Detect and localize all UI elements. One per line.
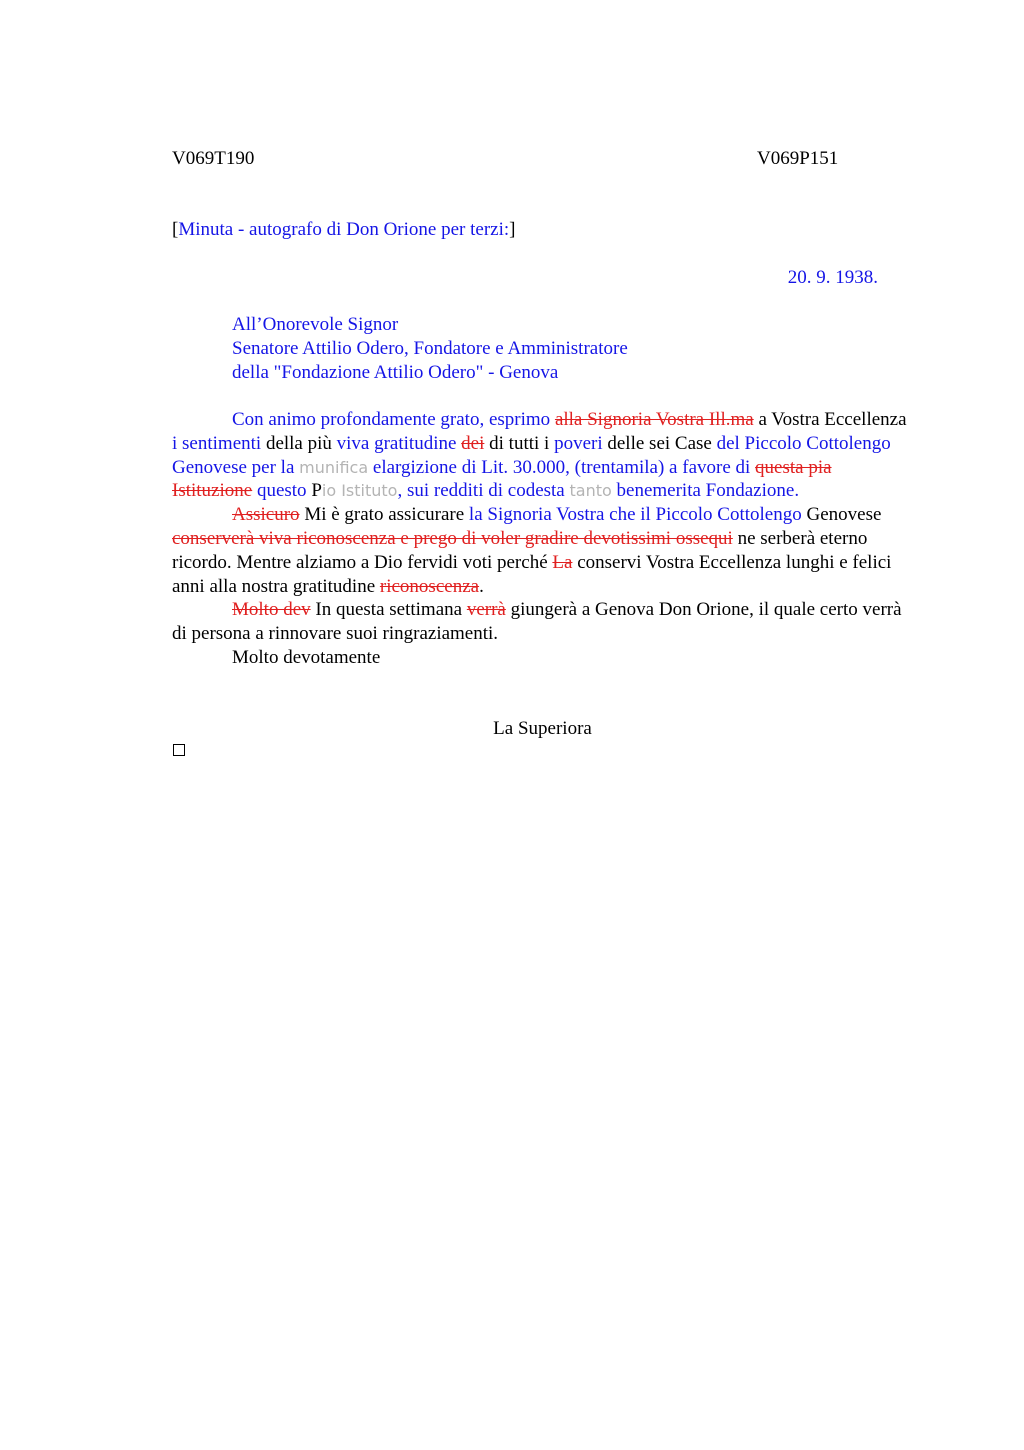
inserted-text: Con animo profondamente grato, esprimo [232,409,555,430]
address-line: della "Fondazione Attilio Odero" - Genova [232,362,559,383]
original-text: In questa settimana [310,599,467,621]
deleted-text: verrà [466,599,506,621]
paragraph-assurance [172,503,913,598]
original-text: a Vostra Eccellenza [753,409,907,430]
faint-text: tanto [569,481,612,501]
paragraph-gratitude [172,408,913,503]
faint-text: io Istituto [321,481,398,501]
original-text: . [479,575,484,597]
inserted-text: , sui redditi di codesta [397,480,570,502]
original-text: giungerà a Genova Don Orione, il quale certo verrà di persona a rinnovare suoi ringraziamenti. [172,599,902,645]
address-line: Senatore Attilio Odero, Fondatore e Amministratore [232,338,628,359]
deleted-text: Molto dev [232,599,311,621]
note-open-bracket: [ [172,219,179,240]
recipient-address [232,313,628,385]
faint-text: munifica [299,457,369,477]
signature-block [172,717,913,741]
inserted-text: benemerita Fondazione. [611,480,800,502]
original-text: di tutti i [484,432,555,454]
inserted-text: del Piccolo Cottolengo Genovese per la [172,432,891,478]
letter-date: 20. 9. 1938. [787,267,878,288]
deleted-text: conserverà viva riconoscenza e prego di voler gradire devotissimi ossequi [172,527,733,549]
inserted-text: la Signoria Vostra che il Piccolo Cottolengo [468,504,802,526]
document-code-right: V069P151 [757,148,839,169]
inserted-text: elargizione di Lit. 30.000, (trentamila) a favore di [368,456,756,478]
deleted-text: La [552,551,573,573]
editorial-note [172,218,515,242]
address-line: All’Onorevole Signor [232,314,399,335]
inserted-text: i [172,432,183,454]
document-code-left: V069T190 [172,148,255,169]
deleted-text: riconoscenza [379,575,480,597]
empty-square-icon [173,744,185,756]
paragraph-closing: Molto devotamente [232,646,381,668]
original-text: delle sei Case [602,432,717,454]
letter-body [172,408,913,670]
original-text: della più [261,432,337,454]
original-text: ne serberà eterno ricordo. Mentre alziamo a Dio fervidi voti perché [172,527,868,573]
original-text: conservi Vostra Eccellenza lunghi e felici anni alla nostra gratitudine [172,551,892,597]
paragraph-visit [172,598,913,646]
signature: La Superiora [493,718,592,739]
deleted-text: Assicuro [232,504,300,526]
deleted-text: dei [461,432,485,454]
deleted-text: questa pia Istituzione [172,456,832,502]
note-text: Minuta - autografo di Don Orione per terzi: [178,219,510,240]
deleted-text: alla Signoria Vostra Ill.ma [554,409,754,430]
inserted-text: sentimenti [182,432,262,454]
inserted-text: viva gratitudine [336,432,457,454]
original-text: P [311,480,322,502]
original-text: Genovese [801,504,882,526]
inserted-text: questo [252,480,312,502]
original-text: Mi è grato assicurare [299,504,469,526]
note-close-bracket: ] [509,219,516,240]
inserted-text: poveri [554,432,603,454]
